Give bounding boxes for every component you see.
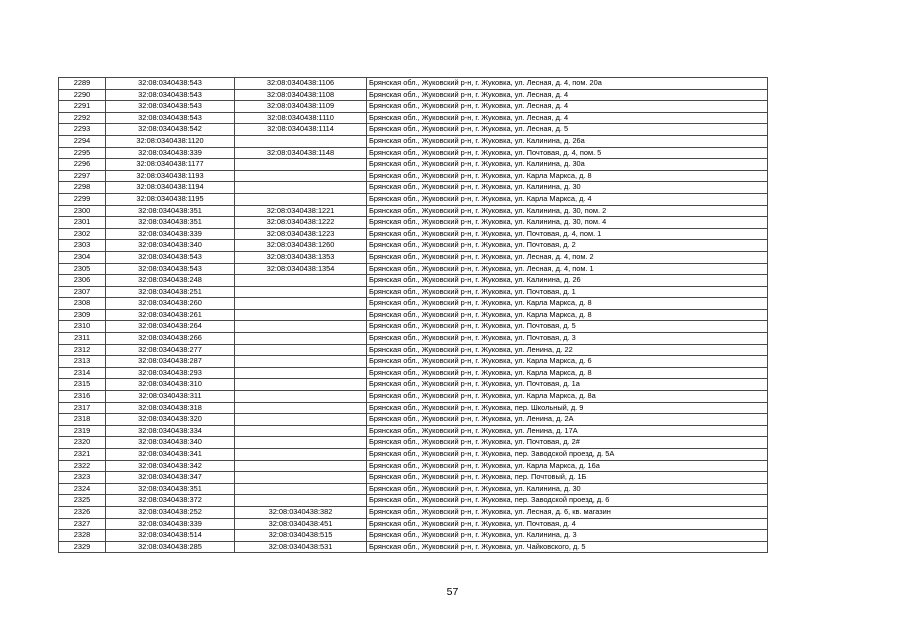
cadastral-number-cell: 32:08:0340438:543 (106, 89, 235, 101)
cadastral-number-cell: 32:08:0340438:340 (106, 437, 235, 449)
table-row (59, 425, 768, 437)
cadastral-number-cell: 32:08:0340438:543 (106, 101, 235, 113)
address-cell: Брянская обл., Жуковский р-н, г. Жуковка, ул. Ленина, д. 17А (367, 425, 768, 437)
table-row (59, 147, 768, 159)
table-row (59, 251, 768, 263)
row-number-cell: 2308 (59, 298, 106, 310)
row-number-cell: 2293 (59, 124, 106, 136)
object-cadastral-number-cell (235, 495, 367, 507)
address-cell: Брянская обл., Жуковский р-н, г. Жуковка, ул. Почтовая, д. 1а (367, 379, 768, 391)
table-row (59, 414, 768, 426)
table-row (59, 298, 768, 310)
object-cadastral-number-cell (235, 391, 367, 403)
table-body (59, 78, 768, 553)
row-number-cell: 2301 (59, 217, 106, 229)
row-number-cell: 2326 (59, 506, 106, 518)
address-cell: Брянская обл., Жуковский р-н, г. Жуковка, ул. Карла Маркса, д. 6 (367, 356, 768, 368)
row-number-cell: 2296 (59, 159, 106, 171)
table-row (59, 78, 768, 90)
object-cadastral-number-cell (235, 159, 367, 171)
cadastral-number-cell: 32:08:0340438:543 (106, 263, 235, 275)
cadastral-number-cell: 32:08:0340438:320 (106, 414, 235, 426)
table-row (59, 483, 768, 495)
row-number-cell: 2320 (59, 437, 106, 449)
cadastral-number-cell: 32:08:0340438:542 (106, 124, 235, 136)
row-number-cell: 2311 (59, 333, 106, 345)
object-cadastral-number-cell (235, 425, 367, 437)
row-number-cell: 2297 (59, 170, 106, 182)
row-number-cell: 2312 (59, 344, 106, 356)
address-cell: Брянская обл., Жуковский р-н, г. Жуковка, ул. Почтовая, д. 2# (367, 437, 768, 449)
cadastral-number-cell: 32:08:0340438:340 (106, 240, 235, 252)
table-row (59, 472, 768, 484)
object-cadastral-number-cell: 32:08:0340438:1109 (235, 101, 367, 113)
address-cell: Брянская обл., Жуковский р-н, г. Жуковка, ул. Калинина, д. 30а (367, 159, 768, 171)
cadastral-number-cell: 32:08:0340438:339 (106, 518, 235, 530)
row-number-cell: 2305 (59, 263, 106, 275)
row-number-cell: 2318 (59, 414, 106, 426)
object-cadastral-number-cell: 32:08:0340438:451 (235, 518, 367, 530)
cadastral-number-cell: 32:08:0340438:1120 (106, 135, 235, 147)
cadastral-number-cell: 32:08:0340438:543 (106, 78, 235, 90)
row-number-cell: 2303 (59, 240, 106, 252)
address-cell: Брянская обл., Жуковский р-н, г. Жуковка, ул. Лесная, д. 4 (367, 101, 768, 113)
table-row (59, 205, 768, 217)
address-cell: Брянская обл., Жуковский р-н, г. Жуковка, ул. Лесная, д. 4, пом. 20а (367, 78, 768, 90)
address-cell: Брянская обл., Жуковский р-н, г. Жуковка, пер. Школьный, д. 9 (367, 402, 768, 414)
row-number-cell: 2322 (59, 460, 106, 472)
cadastral-number-cell: 32:08:0340438:339 (106, 228, 235, 240)
cadastral-number-cell: 32:08:0340438:1194 (106, 182, 235, 194)
table-row (59, 193, 768, 205)
table-row (59, 309, 768, 321)
table-row (59, 228, 768, 240)
row-number-cell: 2327 (59, 518, 106, 530)
object-cadastral-number-cell: 32:08:0340438:531 (235, 541, 367, 553)
row-number-cell: 2309 (59, 309, 106, 321)
address-cell: Брянская обл., Жуковский р-н, г. Жуковка, ул. Калинина, д. 30 (367, 182, 768, 194)
object-cadastral-number-cell (235, 437, 367, 449)
table-row (59, 182, 768, 194)
cadastral-number-cell: 32:08:0340438:1193 (106, 170, 235, 182)
address-cell: Брянская обл., Жуковский р-н, г. Жуковка, ул. Калинина, д. 26 (367, 275, 768, 287)
row-number-cell: 2325 (59, 495, 106, 507)
cadastral-table (58, 77, 768, 553)
address-cell: Брянская обл., Жуковский р-н, г. Жуковка, ул. Почтовая, д. 4, пом. 5 (367, 147, 768, 159)
address-cell: Брянская обл., Жуковский р-н, г. Жуковка, ул. Карла Маркса, д. 8 (367, 309, 768, 321)
object-cadastral-number-cell (235, 170, 367, 182)
object-cadastral-number-cell (235, 333, 367, 345)
row-number-cell: 2323 (59, 472, 106, 484)
row-number-cell: 2300 (59, 205, 106, 217)
row-number-cell: 2314 (59, 367, 106, 379)
object-cadastral-number-cell (235, 321, 367, 333)
row-number-cell: 2298 (59, 182, 106, 194)
cadastral-number-cell: 32:08:0340438:1195 (106, 193, 235, 205)
table-row (59, 240, 768, 252)
object-cadastral-number-cell (235, 275, 367, 287)
cadastral-number-cell: 32:08:0340438:351 (106, 205, 235, 217)
row-number-cell: 2290 (59, 89, 106, 101)
object-cadastral-number-cell: 32:08:0340438:1260 (235, 240, 367, 252)
address-cell: Брянская обл., Жуковский р-н, г. Жуковка, ул. Карла Маркса, д. 8 (367, 170, 768, 182)
address-cell: Брянская обл., Жуковский р-н, г. Жуковка, ул. Чайковского, д. 5 (367, 541, 768, 553)
table-row (59, 333, 768, 345)
row-number-cell: 2295 (59, 147, 106, 159)
row-number-cell: 2289 (59, 78, 106, 90)
cadastral-number-cell: 32:08:0340438:342 (106, 460, 235, 472)
row-number-cell: 2329 (59, 541, 106, 553)
cadastral-number-cell: 32:08:0340438:266 (106, 333, 235, 345)
cadastral-number-cell: 32:08:0340438:334 (106, 425, 235, 437)
row-number-cell: 2315 (59, 379, 106, 391)
address-cell: Брянская обл., Жуковский р-н, г. Жуковка, ул. Калинина, д. 26а (367, 135, 768, 147)
table-row (59, 437, 768, 449)
cadastral-number-cell: 32:08:0340438:310 (106, 379, 235, 391)
object-cadastral-number-cell: 32:08:0340438:1114 (235, 124, 367, 136)
row-number-cell: 2317 (59, 402, 106, 414)
table-row (59, 495, 768, 507)
cadastral-number-cell: 32:08:0340438:339 (106, 147, 235, 159)
cadastral-number-cell: 32:08:0340438:1177 (106, 159, 235, 171)
address-cell: Брянская обл., Жуковский р-н, г. Жуковка, ул. Карла Маркса, д. 16а (367, 460, 768, 472)
address-cell: Брянская обл., Жуковский р-н, г. Жуковка, ул. Почтовая, д. 1 (367, 286, 768, 298)
table-row (59, 89, 768, 101)
table-row (59, 391, 768, 403)
cadastral-number-cell: 32:08:0340438:248 (106, 275, 235, 287)
cadastral-number-cell: 32:08:0340438:311 (106, 391, 235, 403)
row-number-cell: 2313 (59, 356, 106, 368)
address-cell: Брянская обл., Жуковский р-н, г. Жуковка, ул. Карла Маркса, д. 8 (367, 367, 768, 379)
row-number-cell: 2310 (59, 321, 106, 333)
object-cadastral-number-cell: 32:08:0340438:1106 (235, 78, 367, 90)
address-cell: Брянская обл., Жуковский р-н, г. Жуковка, ул. Калинина, д. 30, пом. 4 (367, 217, 768, 229)
object-cadastral-number-cell (235, 367, 367, 379)
cadastral-number-cell: 32:08:0340438:251 (106, 286, 235, 298)
object-cadastral-number-cell (235, 182, 367, 194)
table-row (59, 124, 768, 136)
row-number-cell: 2304 (59, 251, 106, 263)
object-cadastral-number-cell: 32:08:0340438:1110 (235, 112, 367, 124)
table-row (59, 367, 768, 379)
cadastral-number-cell: 32:08:0340438:351 (106, 483, 235, 495)
cadastral-number-cell: 32:08:0340438:252 (106, 506, 235, 518)
object-cadastral-number-cell (235, 309, 367, 321)
address-cell: Брянская обл., Жуковский р-н, г. Жуковка, ул. Почтовая, д. 4, пом. 1 (367, 228, 768, 240)
table-row (59, 530, 768, 542)
object-cadastral-number-cell (235, 460, 367, 472)
row-number-cell: 2292 (59, 112, 106, 124)
table-row (59, 541, 768, 553)
address-cell: Брянская обл., Жуковский р-н, г. Жуковка, пер. Почтовый, д. 1Б (367, 472, 768, 484)
object-cadastral-number-cell: 32:08:0340438:382 (235, 506, 367, 518)
address-cell: Брянская обл., Жуковский р-н, г. Жуковка, ул. Почтовая, д. 2 (367, 240, 768, 252)
address-cell: Брянская обл., Жуковский р-н, г. Жуковка, ул. Карла Маркса, д. 4 (367, 193, 768, 205)
object-cadastral-number-cell (235, 344, 367, 356)
row-number-cell: 2307 (59, 286, 106, 298)
cadastral-number-cell: 32:08:0340438:372 (106, 495, 235, 507)
row-number-cell: 2324 (59, 483, 106, 495)
table-row (59, 286, 768, 298)
address-cell: Брянская обл., Жуковский р-н, г. Жуковка, ул. Почтовая, д. 3 (367, 333, 768, 345)
object-cadastral-number-cell: 32:08:0340438:1108 (235, 89, 367, 101)
cadastral-number-cell: 32:08:0340438:347 (106, 472, 235, 484)
cadastral-number-cell: 32:08:0340438:287 (106, 356, 235, 368)
cadastral-number-cell: 32:08:0340438:293 (106, 367, 235, 379)
table-row (59, 460, 768, 472)
cadastral-number-cell: 32:08:0340438:514 (106, 530, 235, 542)
table-row (59, 402, 768, 414)
row-number-cell: 2291 (59, 101, 106, 113)
table-row (59, 449, 768, 461)
address-cell: Брянская обл., Жуковский р-н, г. Жуковка, пер. Заводской проезд, д. 6 (367, 495, 768, 507)
object-cadastral-number-cell: 32:08:0340438:515 (235, 530, 367, 542)
table-row (59, 101, 768, 113)
table-row (59, 275, 768, 287)
address-cell: Брянская обл., Жуковский р-н, г. Жуковка, ул. Лесная, д. 4 (367, 89, 768, 101)
object-cadastral-number-cell (235, 483, 367, 495)
table-row (59, 112, 768, 124)
address-cell: Брянская обл., Жуковский р-н, г. Жуковка, ул. Лесная, д. 4 (367, 112, 768, 124)
cadastral-number-cell: 32:08:0340438:285 (106, 541, 235, 553)
object-cadastral-number-cell (235, 356, 367, 368)
address-cell: Брянская обл., Жуковский р-н, г. Жуковка, пер. Заводской проезд, д. 5А (367, 449, 768, 461)
row-number-cell: 2306 (59, 275, 106, 287)
object-cadastral-number-cell (235, 472, 367, 484)
table-row (59, 159, 768, 171)
cadastral-number-cell: 32:08:0340438:318 (106, 402, 235, 414)
object-cadastral-number-cell (235, 379, 367, 391)
cadastral-number-cell: 32:08:0340438:264 (106, 321, 235, 333)
row-number-cell: 2328 (59, 530, 106, 542)
object-cadastral-number-cell (235, 298, 367, 310)
table-row (59, 321, 768, 333)
address-cell: Брянская обл., Жуковский р-н, г. Жуковка, ул. Почтовая, д. 4 (367, 518, 768, 530)
cadastral-number-cell: 32:08:0340438:261 (106, 309, 235, 321)
cadastral-number-cell: 32:08:0340438:277 (106, 344, 235, 356)
address-cell: Брянская обл., Жуковский р-н, г. Жуковка, ул. Лесная, д. 5 (367, 124, 768, 136)
table-row (59, 135, 768, 147)
cadastral-number-cell: 32:08:0340438:341 (106, 449, 235, 461)
table-row (59, 356, 768, 368)
table-row (59, 344, 768, 356)
object-cadastral-number-cell: 32:08:0340438:1148 (235, 147, 367, 159)
address-cell: Брянская обл., Жуковский р-н, г. Жуковка, ул. Карла Маркса, д. 8 (367, 298, 768, 310)
object-cadastral-number-cell: 32:08:0340438:1222 (235, 217, 367, 229)
object-cadastral-number-cell (235, 402, 367, 414)
object-cadastral-number-cell (235, 449, 367, 461)
object-cadastral-number-cell (235, 414, 367, 426)
object-cadastral-number-cell: 32:08:0340438:1354 (235, 263, 367, 275)
table-row (59, 217, 768, 229)
address-cell: Брянская обл., Жуковский р-н, г. Жуковка, ул. Ленина, д. 2А (367, 414, 768, 426)
address-cell: Брянская обл., Жуковский р-н, г. Жуковка, ул. Карла Маркса, д. 8а (367, 391, 768, 403)
row-number-cell: 2321 (59, 449, 106, 461)
address-cell: Брянская обл., Жуковский р-н, г. Жуковка, ул. Калинина, д. 3 (367, 530, 768, 542)
object-cadastral-number-cell (235, 135, 367, 147)
address-cell: Брянская обл., Жуковский р-н, г. Жуковка, ул. Лесная, д. 4, пом. 2 (367, 251, 768, 263)
table-row (59, 379, 768, 391)
object-cadastral-number-cell: 32:08:0340438:1221 (235, 205, 367, 217)
row-number-cell: 2316 (59, 391, 106, 403)
row-number-cell: 2299 (59, 193, 106, 205)
table-row (59, 170, 768, 182)
cadastral-number-cell: 32:08:0340438:543 (106, 112, 235, 124)
address-cell: Брянская обл., Жуковский р-н, г. Жуковка, ул. Калинина, д. 30 (367, 483, 768, 495)
cadastral-number-cell: 32:08:0340438:351 (106, 217, 235, 229)
address-cell: Брянская обл., Жуковский р-н, г. Жуковка, ул. Почтовая, д. 5 (367, 321, 768, 333)
object-cadastral-number-cell: 32:08:0340438:1223 (235, 228, 367, 240)
row-number-cell: 2319 (59, 425, 106, 437)
address-cell: Брянская обл., Жуковский р-н, г. Жуковка, ул. Ленина, д. 22 (367, 344, 768, 356)
table-row (59, 506, 768, 518)
address-cell: Брянская обл., Жуковский р-н, г. Жуковка, ул. Калинина, д. 30, пом. 2 (367, 205, 768, 217)
address-cell: Брянская обл., Жуковский р-н, г. Жуковка, ул. Лесная, д. 4, пом. 1 (367, 263, 768, 275)
table-row (59, 518, 768, 530)
object-cadastral-number-cell (235, 286, 367, 298)
object-cadastral-number-cell: 32:08:0340438:1353 (235, 251, 367, 263)
table-row (59, 263, 768, 275)
object-cadastral-number-cell (235, 193, 367, 205)
address-cell: Брянская обл., Жуковский р-н, г. Жуковка, ул. Лесная, д. 6, кв. магазин (367, 506, 768, 518)
row-number-cell: 2302 (59, 228, 106, 240)
cadastral-number-cell: 32:08:0340438:543 (106, 251, 235, 263)
page-number: 57 (446, 586, 459, 598)
row-number-cell: 2294 (59, 135, 106, 147)
cadastral-number-cell: 32:08:0340438:260 (106, 298, 235, 310)
